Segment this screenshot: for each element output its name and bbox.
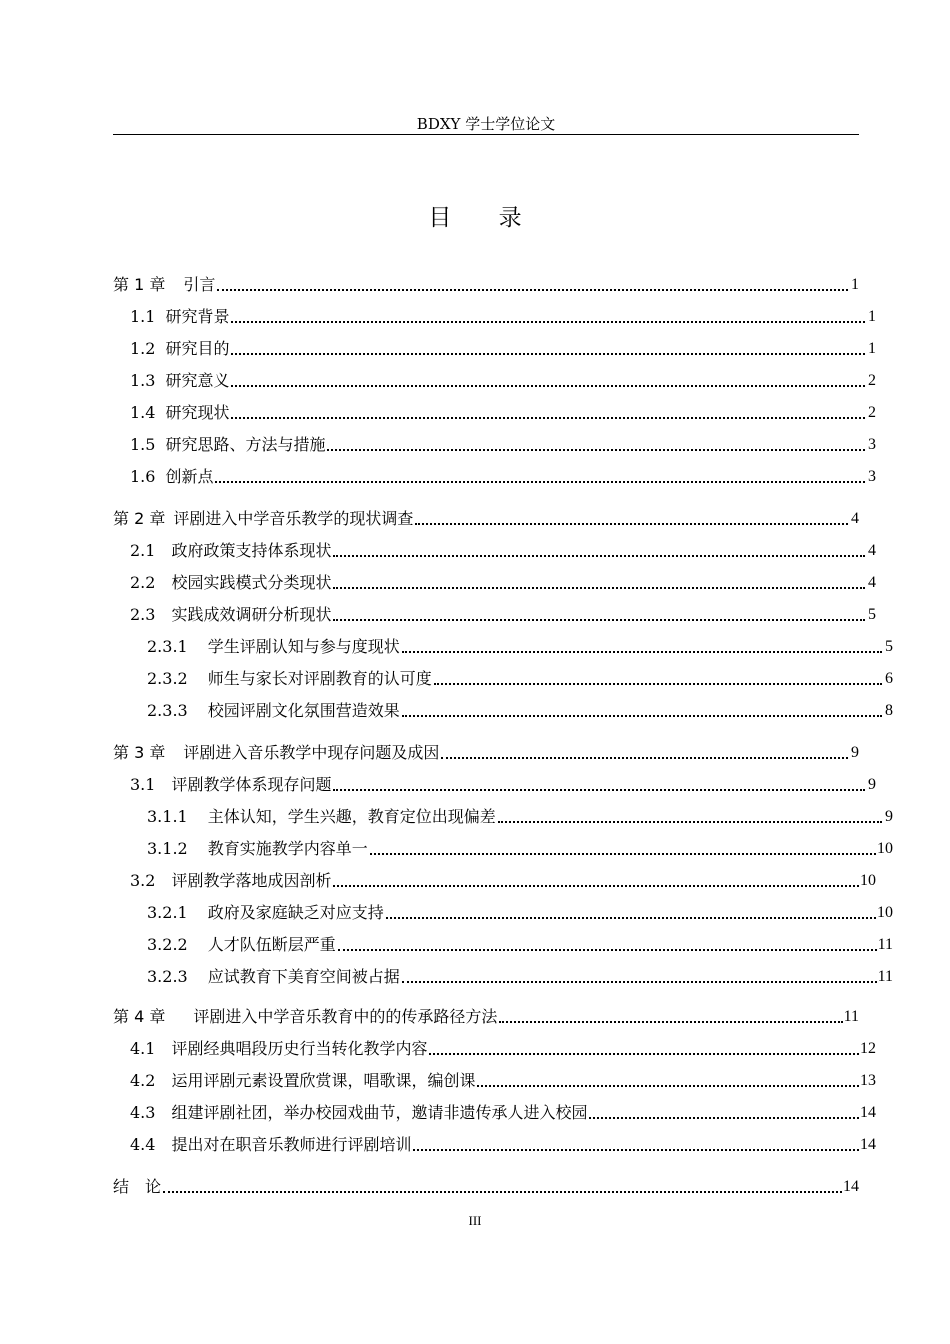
toc-page-number: 4 <box>851 510 859 527</box>
toc-page-number: 4 <box>868 574 876 591</box>
toc-chapter-entry[interactable] <box>113 272 859 296</box>
toc-subsection-entry[interactable] <box>113 804 893 828</box>
toc-entry-title: 运用评剧元素设置欣赏课，唱歌课，编创课 <box>171 1071 476 1090</box>
toc-chapter-entry[interactable] <box>113 1174 859 1198</box>
toc-page-number: 9 <box>851 744 859 761</box>
toc-page-number: 5 <box>868 606 876 623</box>
toc-chapter-entry[interactable] <box>113 1004 859 1028</box>
toc-entry-title: 学生评剧认知与参与度现状 <box>207 637 400 656</box>
toc-subsection-entry[interactable] <box>113 698 893 722</box>
toc-entry-title: 主体认知，学生兴趣，教育定位出现偏差 <box>207 807 496 826</box>
toc-entry-number: 第 2 章 <box>113 509 166 528</box>
dot-leader <box>498 821 882 823</box>
dot-leader <box>333 789 865 791</box>
dot-leader <box>333 619 865 621</box>
toc-section-entry[interactable] <box>113 570 876 594</box>
dot-leader <box>231 417 865 419</box>
toc-page-number: 14 <box>860 1136 876 1153</box>
dot-leader <box>434 683 882 685</box>
running-header: BDXY 学士学位论文 <box>416 115 556 133</box>
toc-subsection-entry[interactable] <box>113 964 893 988</box>
toc-section-entry[interactable] <box>113 772 876 796</box>
toc-chapter-entry[interactable] <box>113 740 859 764</box>
toc-section-entry[interactable] <box>113 336 876 360</box>
toc-entry-number: 2.3.3 <box>147 701 188 720</box>
toc-entry-number: 1.6 <box>130 467 156 486</box>
toc-entry-title: 实践成效调研分析现状 <box>171 605 332 624</box>
toc-entry-number: 3.2.3 <box>147 967 188 986</box>
toc-entry-number: 2.2 <box>130 573 156 592</box>
toc-section-entry[interactable] <box>113 1132 876 1156</box>
toc-section-entry[interactable] <box>113 464 876 488</box>
toc-page-number: 2 <box>868 404 876 421</box>
toc-entry-title: 研究背景 <box>165 307 230 326</box>
toc-entry-number: 3.1.1 <box>147 807 188 826</box>
toc-section-entry[interactable] <box>113 368 876 392</box>
toc-page-number: 4 <box>868 542 876 559</box>
dot-leader <box>499 1021 842 1023</box>
toc-page-number: 14 <box>860 1104 876 1121</box>
toc-entry-number: 4.2 <box>130 1071 156 1090</box>
toc-page-number: 10 <box>877 840 893 857</box>
toc-section-entry[interactable] <box>113 868 876 892</box>
toc-entry-title: 评剧教学落地成因剖析 <box>171 871 332 890</box>
toc-section-entry[interactable] <box>113 1100 876 1124</box>
toc-entry-number: 2.1 <box>130 541 156 560</box>
toc-page-number: 14 <box>843 1178 859 1195</box>
header-rule <box>113 134 859 135</box>
toc-entry-title: 研究现状 <box>165 403 230 422</box>
toc-entry-number: 第 1 章 <box>113 275 166 294</box>
dot-leader <box>333 587 865 589</box>
toc-page-number: 11 <box>877 968 893 985</box>
dot-leader <box>589 1117 859 1119</box>
toc-entry-number: 2.3 <box>130 605 156 624</box>
toc-title: 目 录 <box>428 205 542 231</box>
toc-page-number: 10 <box>877 904 893 921</box>
toc-entry-number: 第 4 章 <box>113 1007 166 1026</box>
toc-entry-number: 3.2.2 <box>147 935 188 954</box>
toc-page-number: 11 <box>843 1008 859 1025</box>
toc-page-number: 8 <box>885 702 893 719</box>
toc-entry-number: 1.5 <box>130 435 156 454</box>
toc-section-entry[interactable] <box>113 602 876 626</box>
dot-leader <box>402 651 882 653</box>
toc-entry-number: 1.3 <box>130 371 156 390</box>
toc-section-entry[interactable] <box>113 538 876 562</box>
toc-entry-title: 政府政策支持体系现状 <box>171 541 332 560</box>
toc-page-number: 10 <box>860 872 876 889</box>
toc-entry-number: 4.4 <box>130 1135 156 1154</box>
toc-entry-title: 研究思路、方法与措施 <box>165 435 326 454</box>
toc-entry-title: 校园评剧文化氛围营造效果 <box>207 701 400 720</box>
dot-leader <box>386 917 876 919</box>
toc-section-entry[interactable] <box>113 1068 876 1092</box>
toc-page-number: 3 <box>868 436 876 453</box>
dot-leader <box>477 1085 859 1087</box>
toc-entry-title: 应试教育下美育空间被占据 <box>207 967 400 986</box>
toc-page-number: 2 <box>868 372 876 389</box>
dot-leader <box>333 555 865 557</box>
toc-entry-number: 1.2 <box>130 339 156 358</box>
toc-entry-title: 评剧进入中学音乐教学的现状调查 <box>173 509 414 528</box>
dot-leader <box>231 321 865 323</box>
toc-entry-title: 教育实施教学内容单一 <box>207 839 368 858</box>
toc-section-entry[interactable] <box>113 432 876 456</box>
toc-entry-title: 评剧进入中学音乐教育中的的传承路径方法 <box>193 1007 498 1026</box>
toc-page-number: 1 <box>868 340 876 357</box>
page-number: III <box>468 1213 482 1228</box>
toc-entry-number: 4.1 <box>130 1039 156 1058</box>
dot-leader <box>231 385 865 387</box>
toc-section-entry[interactable] <box>113 400 876 424</box>
dot-leader <box>327 449 865 451</box>
toc-entry-number: 2.3.1 <box>147 637 188 656</box>
toc-entry-number: 1.4 <box>130 403 156 422</box>
toc-entry-title: 评剧进入音乐教学中现存问题及成因 <box>183 743 440 762</box>
dot-leader <box>163 1191 842 1193</box>
toc-section-entry[interactable] <box>113 304 876 328</box>
toc-entry-title: 评剧教学体系现存问题 <box>171 775 332 794</box>
toc-entry-title: 创新点 <box>165 467 214 486</box>
toc-page-number: 1 <box>851 276 859 293</box>
toc-entry-title: 评剧经典唱段历史行当转化教学内容 <box>171 1039 428 1058</box>
toc-page-number: 6 <box>885 670 893 687</box>
toc-entry-number: 3.2 <box>130 871 156 890</box>
toc-page-number: 9 <box>885 808 893 825</box>
toc-subsection-entry[interactable] <box>113 836 893 860</box>
toc-entry-title: 研究目的 <box>165 339 230 358</box>
dot-leader <box>402 715 882 717</box>
dot-leader <box>231 353 865 355</box>
toc-page-number: 1 <box>868 308 876 325</box>
dot-leader <box>333 885 859 887</box>
toc-subsection-entry[interactable] <box>113 666 893 690</box>
dot-leader <box>441 757 848 759</box>
dot-leader <box>215 481 865 483</box>
toc-page-number: 5 <box>885 638 893 655</box>
toc-entry-number: 2.3.2 <box>147 669 188 688</box>
toc-entry-number: 4.3 <box>130 1103 156 1122</box>
dot-leader <box>415 523 848 525</box>
dot-leader <box>402 981 877 983</box>
toc-subsection-entry[interactable] <box>113 634 893 658</box>
toc-entry-title: 组建评剧社团，举办校园戏曲节，邀请非遗传承人进入校园 <box>171 1103 588 1122</box>
toc-entry-number: 1.1 <box>130 307 156 326</box>
toc-entry-title: 校园实践模式分类现状 <box>171 573 332 592</box>
toc-page-number: 3 <box>868 468 876 485</box>
toc-page-number: 12 <box>860 1040 876 1057</box>
toc-entry-title: 政府及家庭缺乏对应支持 <box>207 903 384 922</box>
toc-entry-number: 结 论 <box>113 1177 162 1196</box>
toc-page-number: 11 <box>877 936 893 953</box>
toc-entry-title: 提出对在职音乐教师进行评剧培训 <box>171 1135 412 1154</box>
toc-subsection-entry[interactable] <box>113 900 893 924</box>
toc-page-number: 9 <box>868 776 876 793</box>
dot-leader <box>413 1149 859 1151</box>
toc-entry-number: 第 3 章 <box>113 743 166 762</box>
dot-leader <box>338 949 877 951</box>
toc-chapter-entry[interactable] <box>113 506 859 530</box>
toc-page-number: 13 <box>860 1072 876 1089</box>
toc-entry-title: 人才队伍断层严重 <box>207 935 336 954</box>
dot-leader <box>217 289 848 291</box>
toc-entry-title: 研究意义 <box>165 371 230 390</box>
toc-entry-title: 引言 <box>183 275 216 294</box>
toc-subsection-entry[interactable] <box>113 932 893 956</box>
dot-leader <box>370 853 876 855</box>
dot-leader <box>429 1053 859 1055</box>
toc-entry-number: 3.2.1 <box>147 903 188 922</box>
toc-section-entry[interactable] <box>113 1036 876 1060</box>
toc-entry-number: 3.1.2 <box>147 839 188 858</box>
toc-entry-number: 3.1 <box>130 775 156 794</box>
toc-entry-title: 师生与家长对评剧教育的认可度 <box>207 669 432 688</box>
